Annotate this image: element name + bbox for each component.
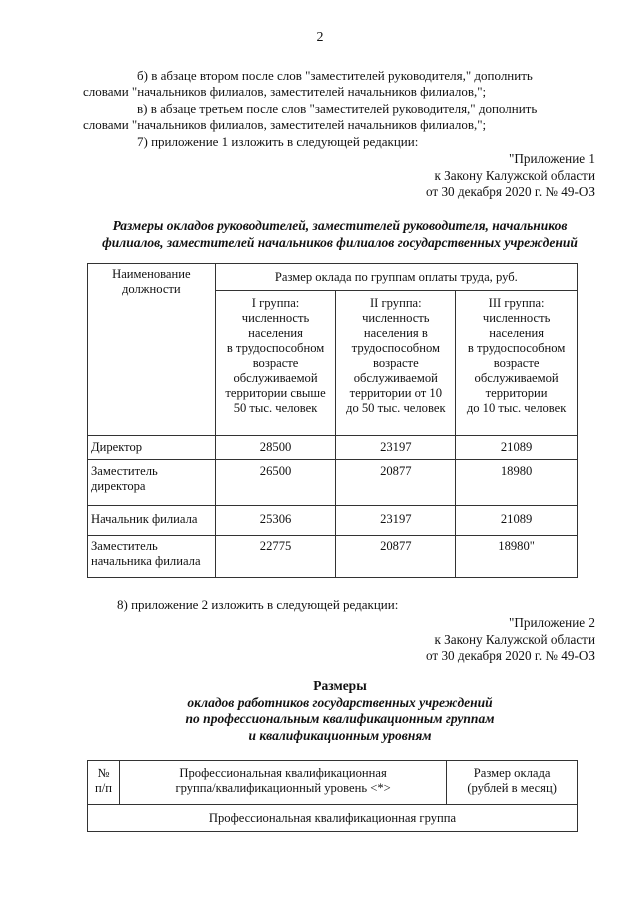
- table2-title-line1: Размеры: [313, 678, 367, 693]
- header-position: Наименование должности: [88, 264, 216, 436]
- header-group-1: I группа: численность населения в трудоспособном возрасте обслуживаемой территории свыше 50 тыс. человек: [215, 291, 336, 436]
- header-group-2: II группа: численность населения в трудоспособном возрасте обслуживаемой территории от 10 до 50 тыс. человек: [336, 291, 456, 436]
- header-salary: Размер оклада (рублей в месяц): [447, 761, 578, 805]
- header-group-3: III группа: численность населения в трудоспособном возрасте обслуживаемой территории до 10 тыс. человек: [456, 291, 578, 436]
- row-value: 21089: [456, 436, 578, 460]
- row-value: 26500: [215, 460, 336, 506]
- appendix2-block: [300, 615, 595, 665]
- row-position-name: Заместитель директора: [88, 460, 216, 506]
- row-position-name: Директор: [88, 436, 216, 460]
- row-value: 18980": [456, 536, 578, 578]
- paragraph-v: [83, 101, 595, 133]
- paragraph-b-cont: словами "начальников филиалов, заместителей начальников филиалов,";: [83, 84, 487, 99]
- row-value: 22775: [215, 536, 336, 578]
- row-value: 18980: [456, 460, 578, 506]
- page-number: 2: [316, 30, 324, 45]
- header-salary-groups: Размер оклада по группам оплаты труда, руб.: [215, 264, 577, 291]
- table2-title: [90, 678, 590, 744]
- appendix2-line1: "Приложение 2: [508, 615, 595, 630]
- header-qualification-group: Профессиональная квалификационная группа/квалификационный уровень <*>: [119, 761, 446, 805]
- table2-title-line3: по профессиональным квалификационным группам: [185, 711, 495, 726]
- header-number: № п/п: [88, 761, 120, 805]
- table1-title-line2: филиалов, заместителей начальников филиалов государственных учреждений: [102, 234, 578, 250]
- table-row: [88, 436, 578, 460]
- row-value: 21089: [456, 506, 578, 536]
- row-value: 20877: [336, 536, 456, 578]
- row-value: 23197: [336, 506, 456, 536]
- table-row: [88, 506, 578, 536]
- appendix1-line3: от 30 декабря 2020 г. № 49-ОЗ: [425, 184, 595, 199]
- paragraph-item8: 8) приложение 2 изложить в следующей редакции:: [117, 597, 399, 612]
- table1-title: [90, 218, 590, 251]
- table-row: [88, 460, 578, 506]
- appendix1-line1: "Приложение 1: [508, 151, 595, 166]
- row-value: 20877: [336, 460, 456, 506]
- table1-title-line1: Размеры окладов руководителей, заместителей руководителя, начальников: [112, 218, 568, 233]
- table2-title-line4: и квалификационным уровням: [248, 727, 432, 743]
- appendix1-line2: к Закону Калужской области: [434, 167, 595, 183]
- salary-table-1: [87, 263, 578, 578]
- paragraph-v-cont: словами "начальников филиалов, заместителей начальников филиалов,";: [83, 117, 487, 132]
- salary-table-2: [87, 760, 578, 832]
- table2-title-line2: окладов работников государственных учреждений: [187, 694, 493, 710]
- appendix1-block: [300, 151, 595, 201]
- paragraph-item7: 7) приложение 1 изложить в следующей редакции:: [137, 134, 419, 149]
- paragraph-b-lead: б) в абзаце втором после слов "заместителей руководителя," дополнить: [137, 68, 533, 83]
- row-position-name: Заместитель начальника филиала: [88, 536, 216, 578]
- table-row: [88, 536, 578, 578]
- paragraph-v-lead: в) в абзаце третьем после слов "заместителей руководителя," дополнить: [137, 101, 538, 116]
- appendix2-line2: к Закону Калужской области: [434, 631, 595, 647]
- paragraph-b: [83, 68, 595, 100]
- row-value: 28500: [215, 436, 336, 460]
- row-position-name: Начальник филиала: [88, 506, 216, 536]
- row-value: 23197: [336, 436, 456, 460]
- row-value: 25306: [215, 506, 336, 536]
- appendix2-line3: от 30 декабря 2020 г. № 49-ОЗ: [425, 648, 595, 663]
- section-row: Профессиональная квалификационная группа: [88, 805, 578, 832]
